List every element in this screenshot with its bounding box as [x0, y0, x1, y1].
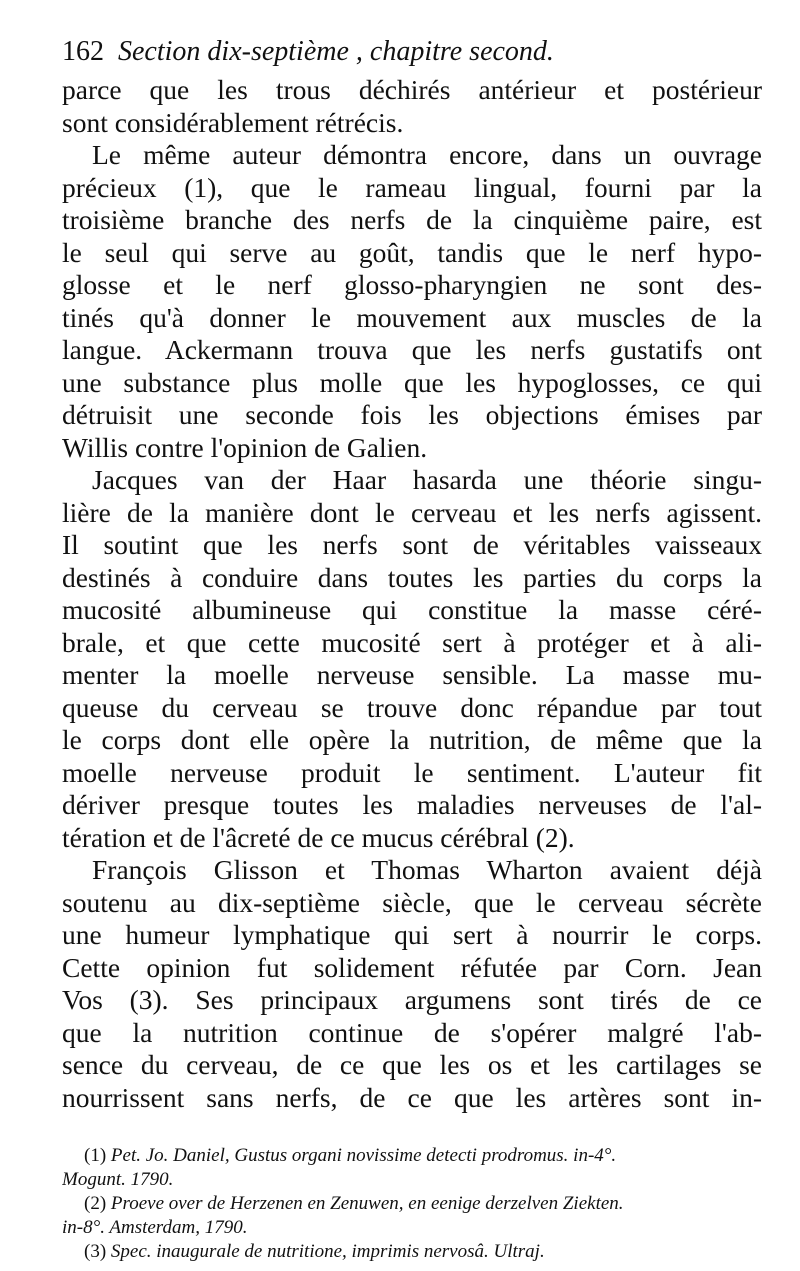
text-line: Le même auteur démontra encore, dans un ouvrage	[92, 139, 762, 170]
text-line: le corps dont elle opère la nutrition, de même que la	[62, 724, 762, 755]
text-line: tération et de l'âcreté de ce mucus cérébral (2).	[62, 821, 575, 853]
footnote-mark: (1)	[84, 1145, 107, 1166]
text-line: langue. Ackermann trouva que les nerfs gustatifs ont	[62, 334, 762, 365]
text-line: Willis contre l'opinion de Galien.	[62, 431, 428, 463]
text-line: nourrissent sans nerfs, de ce que les artères sont in-	[62, 1081, 762, 1113]
chapter-title: Section dix-septième , chapitre second.	[118, 36, 554, 67]
footnote-1-continuation	[62, 1168, 762, 1192]
running-head	[62, 34, 762, 70]
text-line: François Glisson et Thomas Wharton avaient déjà	[92, 854, 762, 885]
text-line: Cette opinion fut solidement réfutée par Corn. Jean	[62, 951, 762, 983]
footnote-2	[62, 1192, 762, 1216]
footnote-mark: (2)	[84, 1193, 107, 1214]
text-line: lière de la manière dont le cerveau et les nerfs agissent.	[62, 496, 762, 528]
text-line: sence du cerveau, de ce que les os et les cartilages se	[62, 1049, 762, 1080]
text-line: moelle nerveuse produit le sentiment. L'auteur fit	[62, 756, 762, 788]
text-line: dériver presque toutes les maladies nerveuses de l'al-	[62, 789, 762, 820]
footnote-mark: (3)	[84, 1241, 107, 1262]
text-line: brale, et que cette mucosité sert à protéger et à ali-	[62, 626, 762, 658]
text-line: Jacques van der Haar hasarda une théorie singu-	[92, 464, 762, 495]
text-line: menter la moelle nerveuse sensible. La masse mu-	[62, 659, 762, 690]
text-line: sont considérablement rétrécis.	[62, 106, 404, 138]
footnotes	[62, 1144, 762, 1264]
text-line: précieux (1), que le rameau lingual, fourni par la	[62, 171, 762, 203]
footnote-text: in-8°. Amsterdam, 1790.	[62, 1217, 248, 1238]
footnote-text: Mogunt. 1790.	[62, 1169, 174, 1190]
body-text	[62, 74, 762, 1114]
text-line: une humeur lymphatique qui sert à nourrir le corps.	[62, 919, 762, 950]
text-line: troisième branche des nerfs de la cinquième paire, est	[62, 204, 762, 235]
footnote-1	[62, 1144, 762, 1168]
text-line: destinés à conduire dans toutes les parties du corps la	[62, 561, 762, 593]
text-line: Vos (3). Ses principaux argumens sont tirés de ce	[62, 984, 762, 1015]
text-line: soutenu au dix-septième siècle, que le cerveau sécrète	[62, 886, 762, 918]
text-line: le seul qui serve au goût, tandis que le nerf hypo-	[62, 236, 762, 268]
footnote-3	[62, 1240, 762, 1264]
text-line: une substance plus molle que les hypoglosses, ce qui	[62, 366, 762, 398]
footnote-text: Proeve over de Herzenen en Zenuwen, en eenige derzelven Ziekten.	[110, 1193, 624, 1214]
text-line: queuse du cerveau se trouve donc répandue par tout	[62, 691, 762, 723]
text-line: glosse et le nerf glosso-pharyngien ne sont des-	[62, 269, 762, 300]
text-line: tinés qu'à donner le mouvement aux muscles de la	[62, 301, 762, 333]
page-number: 162	[62, 36, 104, 67]
footnote-text: Spec. inaugurale de nutritione, imprimis nervosâ. Ultraj.	[110, 1241, 545, 1262]
text-line: Il soutint que les nerfs sont de véritables vaisseaux	[62, 529, 762, 560]
footnote-text: Pet. Jo. Daniel, Gustus organi novissime detecti prodromus. in-4°.	[110, 1145, 617, 1166]
text-line: que la nutrition continue de s'opérer malgré l'ab-	[62, 1016, 762, 1048]
text-line: détruisit une seconde fois les objections émises par	[62, 399, 762, 430]
footnote-2-continuation	[62, 1216, 762, 1240]
text-line: parce que les trous déchirés antérieur et postérieur	[62, 74, 762, 105]
text-line: mucosité albumineuse qui constitue la masse céré-	[62, 594, 762, 625]
